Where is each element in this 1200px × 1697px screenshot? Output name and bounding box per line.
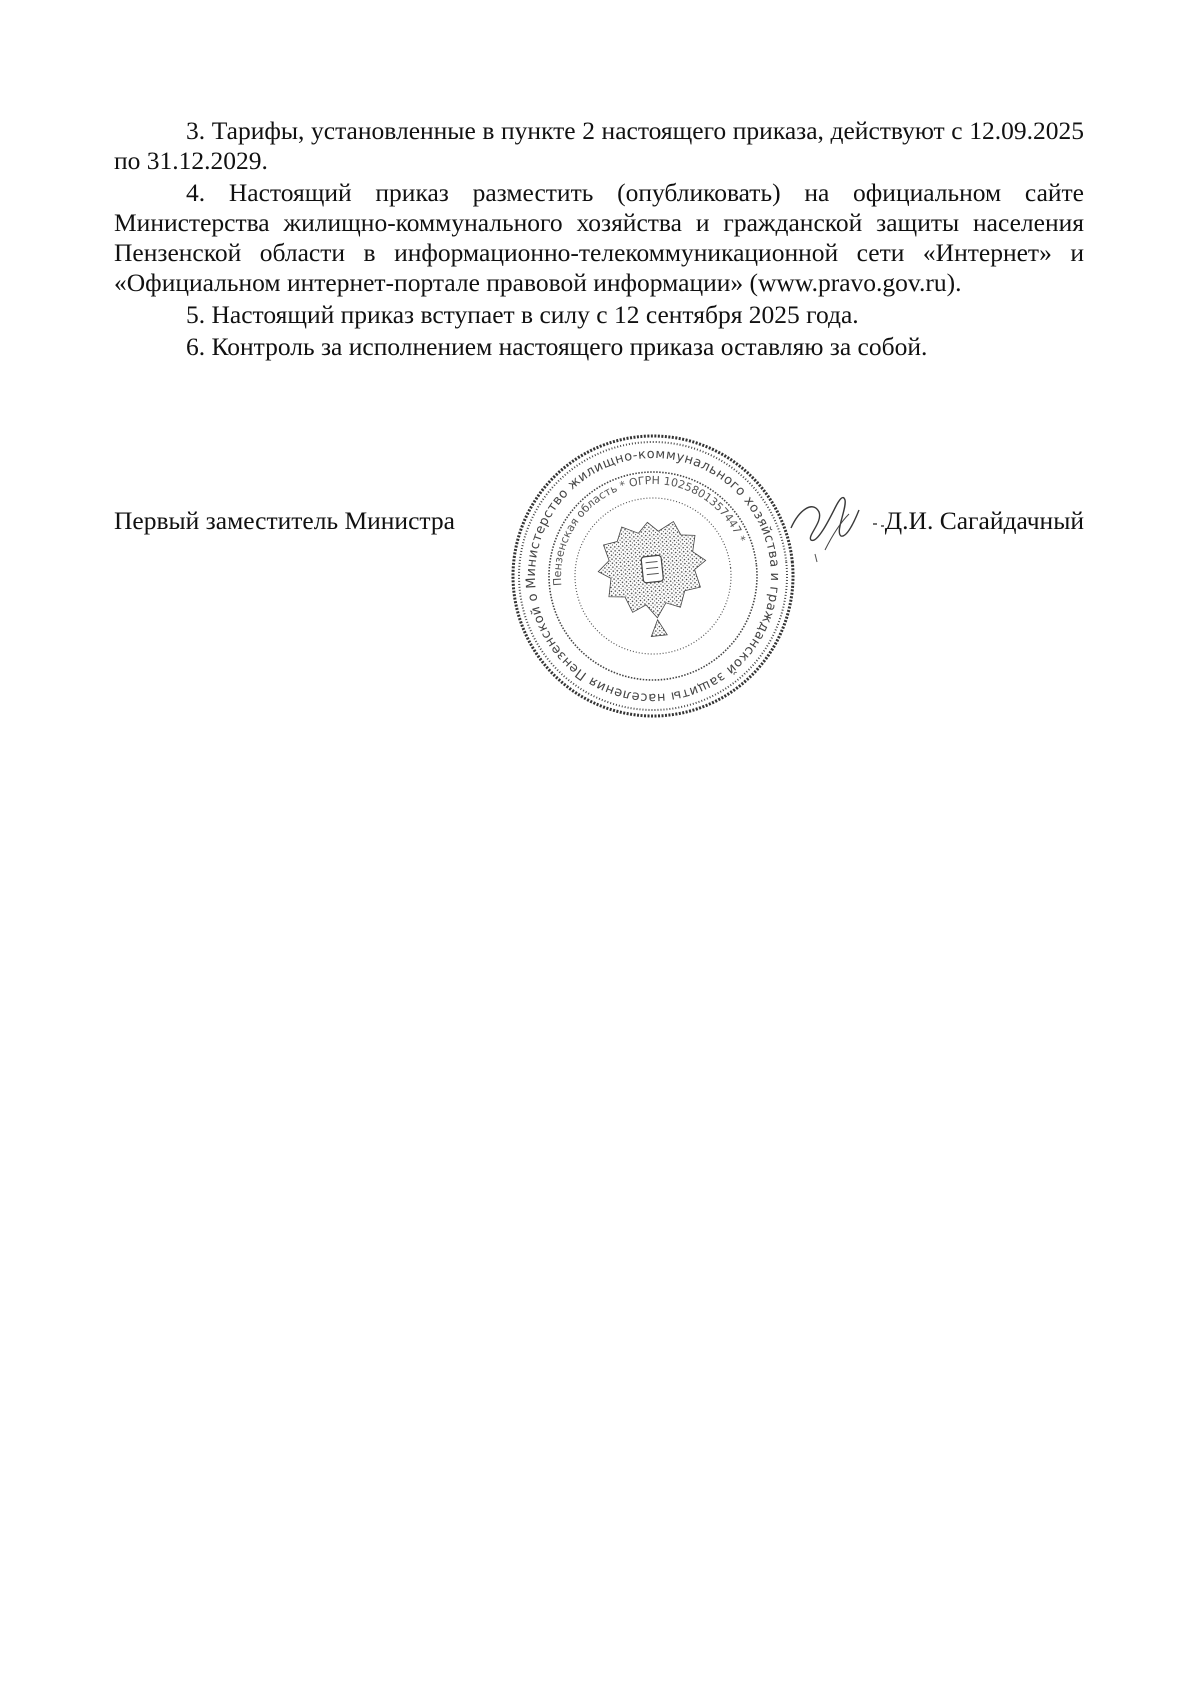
- signatory-name: Д.И. Сагайдачный: [884, 506, 1084, 535]
- official-stamp-icon: [497, 430, 809, 722]
- paragraph-item-3: 3. Тарифы, установленные в пункте 2 настоящего приказа, действуют с 12.09.2025 по 31.12.2029.: [114, 116, 1084, 175]
- handwritten-signature-icon: [785, 480, 895, 570]
- paragraph-item-5: 5. Настоящий приказ вступает в силу с 12 сентября 2025 года.: [186, 300, 859, 329]
- signatory-position: Первый заместитель Министра: [114, 506, 455, 535]
- stamp-inner-text: Пензенская область * ОГРН 1025801357447 *: [550, 473, 749, 587]
- paragraph-item-4: 4. Настоящий приказ разместить (опубликовать) на официальном сайте Министерства жилищно-коммунального хозяйства и гражданской защиты населения Пензенской области в информационно-телекоммуникационной сети «Интернет» и «Официальном интернет-портале правовой информации» (www.pravo.gov.ru).: [114, 178, 1084, 297]
- stamp-outer-text: Министерство жилищно-коммунального хозяйства и гражданской защиты населения Пензенской области: [523, 446, 783, 706]
- document-body: [114, 116, 1084, 364]
- paragraph-item-6: 6. Контроль за исполнением настоящего приказа оставляю за собой.: [186, 332, 928, 361]
